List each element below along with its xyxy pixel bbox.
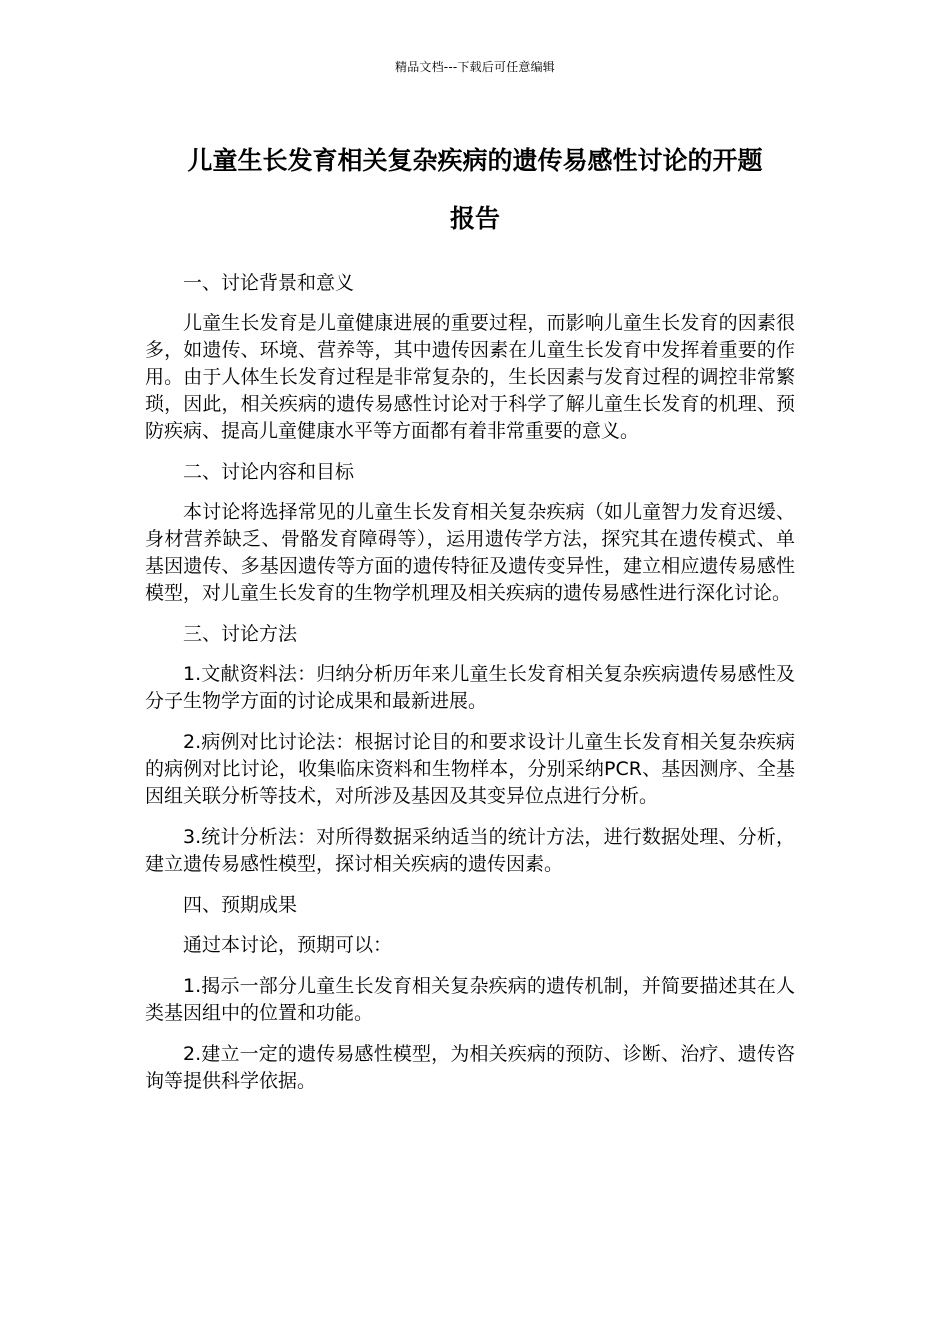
section-heading-methods: 三、讨论方法 xyxy=(183,623,298,645)
paragraph-method-case-comparison: 2.病例对比讨论法：根据讨论目的和要求设计儿童生长发育相关复杂疾病的病例对比讨论，收集临床资料和生物样本，分别采纳PCR、基因测序、全基因组关联分析等技术，对所涉及基因及其变异位点进行分析。 xyxy=(145,731,795,807)
paragraph-expected-result-2: 2.建立一定的遗传易感性模型，为相关疾病的预防、诊断、治疗、遗传咨询等提供科学依据。 xyxy=(145,1043,795,1092)
paragraph-expected-intro: 通过本讨论，预期可以： xyxy=(183,934,393,956)
title-line-2: 报告 xyxy=(449,204,500,233)
paragraph-expected-result-1: 1.揭示一部分儿童生长发育相关复杂疾病的遗传机制，并简要描述其在人类基因组中的位置和功能。 xyxy=(145,975,795,1024)
section-heading-background: 一、讨论背景和意义 xyxy=(183,272,355,294)
document-body xyxy=(145,270,795,1109)
title-line-1: 儿童生长发育相关复杂疾病的遗传易感性讨论的开题 xyxy=(187,146,763,175)
page-header-note: 精品文档---下载后可任意编辑 xyxy=(395,60,555,74)
paragraph-method-literature: 1.文献资料法：归纳分析历年来儿童生长发育相关复杂疾病遗传易感性及分子生物学方面的讨论成果和最新进展。 xyxy=(145,663,795,712)
paragraph-background: 儿童生长发育是儿童健康进展的重要过程，而影响儿童生长发育的因素很多，如遗传、环境、营养等，其中遗传因素在儿童生长发育中发挥着重要的作用。由于人体生长发育过程是非常复杂的，生长因素与发育过程的调控非常繁琐，因此，相关疾病的遗传易感性讨论对于科学了解儿童生长发育的机理、预防疾病、提高儿童健康水平等方面都有着非常重要的意义。 xyxy=(145,312,795,442)
paragraph-content-goals: 本讨论将选择常见的儿童生长发育相关复杂疾病（如儿童智力发育迟缓、身材营养缺乏、骨骼发育障碍等），运用遗传学方法，探究其在遗传模式、单基因遗传、多基因遗传等方面的遗传特征及遗传变异性，建立相应遗传易感性模型，对儿童生长发育的生物学机理及相关疾病的遗传易感性进行深化讨论。 xyxy=(145,501,795,604)
section-heading-expected-results: 四、预期成果 xyxy=(183,894,298,916)
paragraph-method-statistics: 3.统计分析法：对所得数据采纳适当的统计方法，进行数据处理、分析，建立遗传易感性模型，探讨相关疾病的遗传因素。 xyxy=(145,826,795,875)
document-title xyxy=(130,132,820,248)
section-heading-content-goals: 二、讨论内容和目标 xyxy=(183,461,355,483)
